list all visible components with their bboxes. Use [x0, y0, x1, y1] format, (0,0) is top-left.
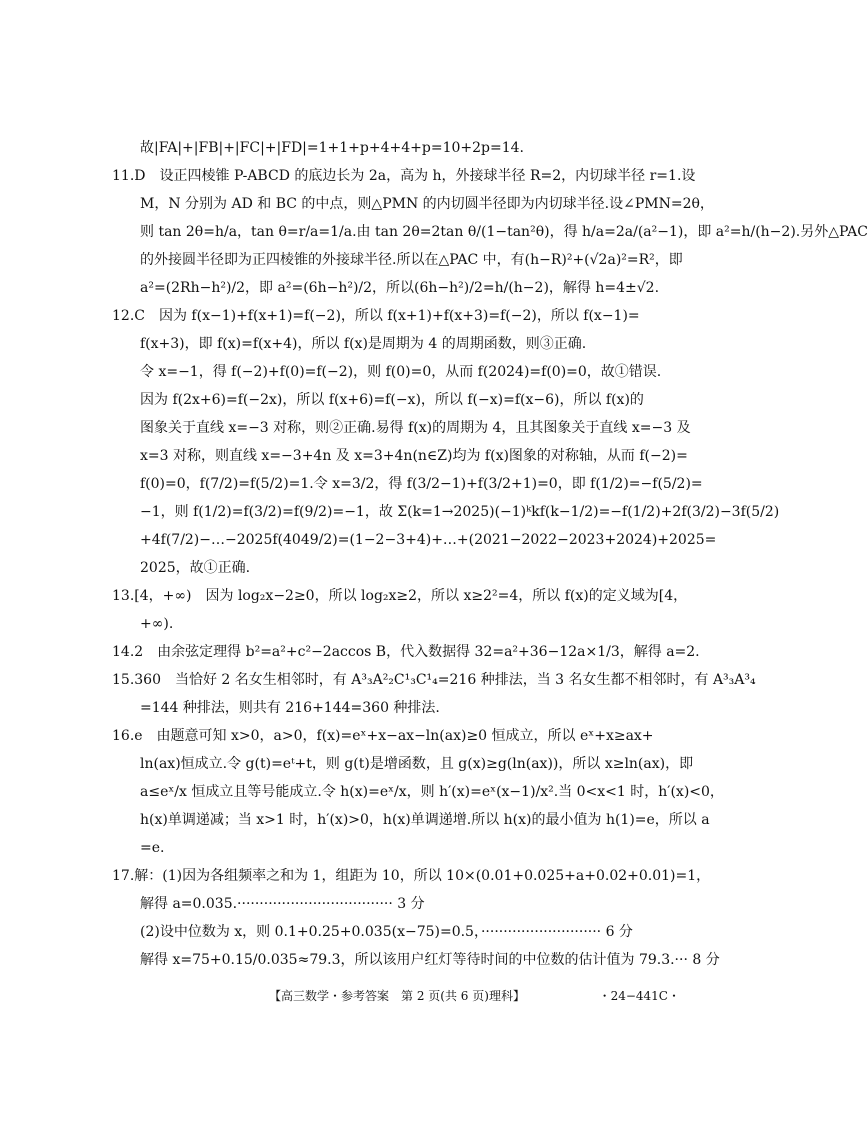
text-line: 令 x=−1，得 f(−2)+f(0)=f(−2)，则 f(0)=0，从而 f(2024)=f(0)=0，故①错误.: [112, 364, 662, 380]
footer-title: 【高三数学・参考答案 第 2 页(共 6 页)理科】: [269, 989, 525, 1003]
text-line: 故|FA|+|FB|+|FC|+|FD|=1+1+p+4+4+p=10+2p=14.: [112, 140, 524, 156]
text-line: (2)设中位数为 x，则 0.1+0.25+0.035(x−75)=0.5，··························· 6 分: [112, 924, 633, 940]
text-line: 11.D 设正四棱锥 P-ABCD 的底边长为 2a，高为 h，外接球半径 R=2，内切球半径 r=1.设: [112, 168, 696, 184]
text-line: a²=(2Rh−h²)/2，即 a²=(6h−h²)/2，所以(6h−h²)/2=h/(h−2)，解得 h=4±√2.: [112, 280, 660, 296]
text-line: f(x+3)，即 f(x)=f(x+4)，所以 f(x)是周期为 4 的周期函数，则③正确.: [112, 336, 587, 352]
text-line: −1，则 f(1/2)=f(3/2)=f(9/2)=−1，故 Σ(k=1→2025)(−1)ᵏkf(k−1/2)=−f(1/2)+2f(3/2)−3f(5/2): [112, 504, 780, 520]
text-line: 15.360 当恰好 2 名女生相邻时，有 A³₃A²₂C¹₃C¹₄=216 种排法，当 3 名女生都不相邻时，有 A³₃A³₄: [112, 672, 756, 688]
text-line: =e.: [112, 840, 165, 856]
solutions-body: [112, 138, 868, 970]
text-line: f(0)=0，f(7/2)=f(5/2)=1.令 x=3/2，得 f(3/2−1)+f(3/2+1)=0，即 f(1/2)=−f(5/2)=: [112, 476, 703, 492]
text-line: 16.e 由题意可知 x>0，a>0，f(x)=eˣ+x−ax−ln(ax)≥0 恒成立，所以 eˣ+x≥ax+: [112, 728, 654, 744]
text-line: h(x)单调递减；当 x>1 时，h′(x)>0，h(x)单调递增.所以 h(x)的最小值为 h(1)=e，所以 a: [112, 812, 710, 828]
footer-code: ・24−441C・: [598, 989, 680, 1003]
text-line: x=3 对称，则直线 x=−3+4n 及 x=3+4n(n∈Z)均为 f(x)图象的对称轴，从而 f(−2)=: [112, 448, 688, 464]
text-line: M，N 分别为 AD 和 BC 的中点，则△PMN 的内切圆半径即为内切球半径.设∠PMN=2θ，: [112, 196, 714, 212]
text-line: 图象关于直线 x=−3 对称，则②正确.易得 f(x)的周期为 4，且其图象关于直线 x=−3 及: [112, 420, 691, 436]
page-footer: [0, 988, 794, 1004]
text-line: 解得 x=75+0.15/0.035≈79.3，所以该用户红灯等待时间的中位数的估计值为 79.3.··· 8 分: [112, 952, 720, 968]
text-line: 的外接圆半径即为正四棱锥的外接球半径.所以在△PAC 中，有(h−R)²+(√2a)²=R²，即: [112, 252, 683, 268]
text-line: 2025，故①正确.: [112, 560, 251, 576]
text-line: 13.[4，+∞) 因为 log₂x−2≥0，所以 log₂x≥2，所以 x≥2²=4，所以 f(x)的定义域为[4，: [112, 588, 688, 604]
text-line: 14.2 由余弦定理得 b²=a²+c²−2accos B，代入数据得 32=a²+36−12a×1/3，解得 a=2.: [112, 644, 700, 660]
text-line: =144 种排法，则共有 216+144=360 种排法.: [112, 700, 440, 716]
text-line: 则 tan 2θ=h/a，tan θ=r/a=1/a.由 tan 2θ=2tan θ/(1−tan²θ)，得 h/a=2a/(a²−1)，即 a²=h/(h−2).另外△PAC: [112, 224, 868, 240]
text-line: 17.解：(1)因为各组频率之和为 1，组距为 10，所以 10×(0.01+0.025+a+0.02+0.01)=1，: [112, 868, 711, 884]
text-line: +∞).: [112, 616, 174, 632]
text-line: ln(ax)恒成立.令 g(t)=eᵗ+t，则 g(t)是增函数，且 g(x)≥g(ln(ax))，所以 x≥ln(ax)，即: [112, 756, 694, 772]
text-line: 因为 f(2x+6)=f(−2x)，所以 f(x+6)=f(−x)，所以 f(−x)=f(x−6)，所以 f(x)的: [112, 392, 644, 408]
text-line: +4f(7/2)−…−2025f(4049/2)=(1−2−3+4)+…+(2021−2022−2023+2024)+2025=: [112, 532, 717, 548]
text-line: 解得 a=0.035.··································· 3 分: [112, 896, 425, 912]
text-line: a≤eˣ/x 恒成立且等号能成立.令 h(x)=eˣ/x，则 h′(x)=eˣ(x−1)/x².当 0<x<1 时，h′(x)<0，: [112, 784, 724, 800]
text-line: 12.C 因为 f(x−1)+f(x+1)=f(−2)，所以 f(x+1)+f(x+3)=f(−2)，所以 f(x−1)=: [112, 308, 640, 324]
